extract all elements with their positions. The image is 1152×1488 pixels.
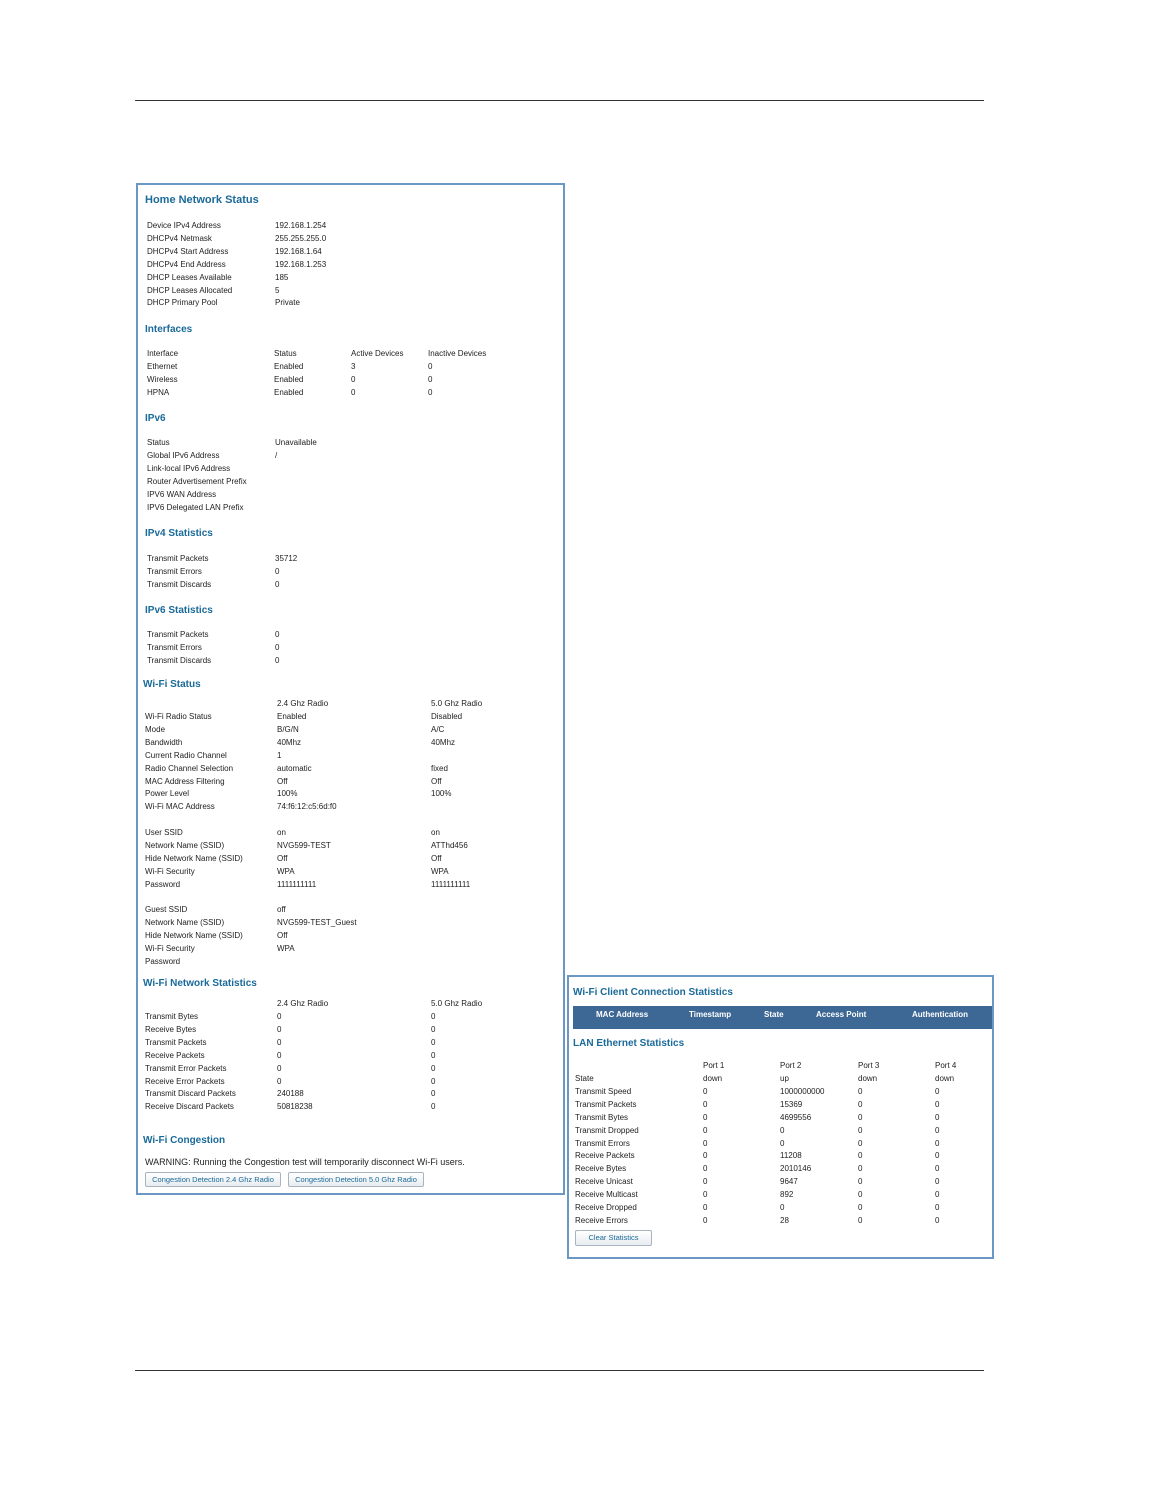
wifi-net-stats-label: Transmit Packets <box>145 1037 207 1047</box>
wifi-net-stats-value-24: 0 <box>277 1063 282 1073</box>
wifi-status-label: Hide Network Name (SSID) <box>145 930 243 940</box>
wifi-status-value-24: NVG599-TEST <box>277 840 331 850</box>
lan-row-label: Transmit Dropped <box>575 1125 639 1135</box>
congestion-detection-24-button[interactable]: Congestion Detection 2.4 Ghz Radio <box>145 1172 281 1187</box>
wifi-status-label: Password <box>145 879 181 889</box>
wifi-status-value-50: ATThd456 <box>431 840 468 850</box>
wifi-status-value-24: automatic <box>277 763 312 773</box>
ipv6-row-label: Router Advertisement Prefix <box>147 476 247 486</box>
wifi-status-label: Network Name (SSID) <box>145 917 225 927</box>
wifi-status-value-24: 74:f6:12:c5:6d:f0 <box>277 802 337 812</box>
header-authentication: Authentication <box>912 1010 968 1019</box>
lan-cell: 0 <box>858 1112 863 1122</box>
lan-cell: 0 <box>935 1112 940 1122</box>
wifi-status-label: Wi-Fi Radio Status <box>145 712 212 721</box>
lan-row-label: Transmit Bytes <box>575 1112 629 1122</box>
interfaces-cell: 3 <box>351 362 356 371</box>
lan-row-label: State <box>575 1074 594 1083</box>
lan-port-header: Port 2 <box>780 1061 802 1070</box>
wifi-status-value-24: 40Mhz <box>277 737 302 747</box>
wifi-congestion-title: Wi-Fi Congestion <box>143 1135 226 1146</box>
wifi-status-value-24: off <box>277 905 286 914</box>
lan-cell: 0 <box>703 1190 708 1200</box>
lan-cell: 0 <box>703 1125 708 1135</box>
interfaces-cell: 0 <box>428 387 433 397</box>
wifi-status-value-24: on <box>277 828 286 837</box>
lan-row-label: Receive Errors <box>575 1215 628 1225</box>
wifi-net-stats-value-24: 0 <box>277 1024 282 1034</box>
interfaces-header: Active Devices <box>351 349 404 358</box>
ipv6-row-label: IPV6 WAN Address <box>147 489 217 499</box>
wifi-status-label: User SSID <box>145 828 183 837</box>
interfaces-cell: 0 <box>428 362 433 371</box>
wifi-status-value-24: Off <box>277 930 288 940</box>
ipv6-stat-label: Transmit Packets <box>147 630 209 639</box>
lan-cell: 0 <box>780 1125 785 1135</box>
interfaces-title: Interfaces <box>145 324 193 335</box>
lan-cell: 0 <box>858 1086 863 1096</box>
wifi-status-label: MAC Address Filtering <box>145 776 225 786</box>
lan-row-label: Receive Packets <box>575 1151 635 1161</box>
lan-cell: 1000000000 <box>780 1086 825 1096</box>
wifi-status-label: Mode <box>145 724 166 734</box>
lan-cell: 0 <box>703 1215 708 1225</box>
wifi-net-stats-value-50: 0 <box>431 1089 436 1099</box>
wifi-status-value-24: 1 <box>277 750 282 760</box>
wifi-net-stats-label: Transmit Bytes <box>145 1012 199 1021</box>
wifi-status-label: Radio Channel Selection <box>145 763 234 773</box>
network-row-value: 185 <box>275 272 289 282</box>
lan-cell: 0 <box>935 1215 940 1225</box>
lan-row-label: Transmit Speed <box>575 1086 632 1096</box>
wifi-status-value-50: 100% <box>431 789 452 799</box>
lan-cell: 0 <box>858 1151 863 1161</box>
wifi-status-label: Power Level <box>145 789 190 799</box>
wifi-net-stats-value-24: 240188 <box>277 1089 304 1099</box>
interfaces-cell: 0 <box>351 374 356 384</box>
lan-cell: 0 <box>935 1099 940 1109</box>
network-row-value: 192.168.1.253 <box>275 259 327 269</box>
ipv6-stat-value: 0 <box>275 642 280 652</box>
lan-cell: 0 <box>703 1138 708 1148</box>
wifi-status-value-50: on <box>431 828 440 837</box>
top-rule <box>135 100 984 101</box>
lan-row-label: Receive Bytes <box>575 1164 627 1174</box>
wifi-status-label: Hide Network Name (SSID) <box>145 853 243 863</box>
interfaces-cell: Enabled <box>274 374 304 384</box>
home-network-status-panel <box>136 183 565 1195</box>
network-row-label: DHCPv4 End Address <box>147 259 226 269</box>
lan-port-header: Port 1 <box>703 1061 725 1070</box>
lan-cell: 0 <box>703 1151 708 1161</box>
congestion-detection-50-button[interactable]: Congestion Detection 5.0 Ghz Radio <box>288 1172 424 1187</box>
ipv4-stat-value: 0 <box>275 566 280 576</box>
ipv6-statistics-title: IPv6 Statistics <box>145 605 213 616</box>
wifi-net-stats-value-24: 0 <box>277 1012 282 1021</box>
lan-cell: 0 <box>703 1177 708 1187</box>
interfaces-header: Inactive Devices <box>428 349 487 358</box>
lan-cell: 0 <box>858 1190 863 1200</box>
wifi-status-label: Network Name (SSID) <box>145 840 225 850</box>
wifi-net-stats-header-50: 5.0 Ghz Radio <box>431 999 483 1008</box>
congestion-warning: WARNING: Running the Congestion test will temporarily disconnect Wi-Fi users. <box>145 1157 465 1167</box>
wifi-net-stats-value-50: 0 <box>431 1063 436 1073</box>
wifi-status-value-24: 1111111111 <box>277 879 317 889</box>
wifi-status-value-50: Off <box>431 776 442 786</box>
lan-cell: 0 <box>935 1086 940 1096</box>
ipv6-row-label: IPV6 Delegated LAN Prefix <box>147 502 244 512</box>
ipv6-row-label: Link-local IPv6 Address <box>147 463 231 473</box>
wifi-status-label: Guest SSID <box>145 905 188 914</box>
lan-port-header: Port 3 <box>858 1061 880 1070</box>
lan-row-label: Receive Dropped <box>575 1203 637 1212</box>
lan-cell: 0 <box>935 1125 940 1135</box>
wifi-status-value-50: A/C <box>431 724 445 734</box>
lan-port-header: Port 4 <box>935 1061 957 1070</box>
interfaces-header: Interface <box>147 349 179 358</box>
lan-cell: 0 <box>703 1164 708 1174</box>
network-row-value: 255.255.255.0 <box>275 233 327 243</box>
ipv6-row-label: Status <box>147 438 170 447</box>
network-row-value: 192.168.1.254 <box>275 221 327 230</box>
wifi-status-value-24: 100% <box>277 789 298 799</box>
wifi-net-stats-value-24: 0 <box>277 1076 282 1086</box>
interfaces-cell: HPNA <box>147 387 170 397</box>
lan-cell: 15369 <box>780 1099 803 1109</box>
network-row-label: Device IPv4 Address <box>147 221 221 230</box>
wifi-net-stats-label: Receive Packets <box>145 1050 205 1060</box>
network-row-label: DHCP Primary Pool <box>147 298 218 308</box>
wifi-status-value-24: WPA <box>277 866 295 876</box>
network-row-value: Private <box>275 298 300 308</box>
wifi-status-label: Current Radio Channel <box>145 750 227 760</box>
lan-ethernet-statistics-title: LAN Ethernet Statistics <box>573 1038 685 1049</box>
wifi-net-stats-header-24: 2.4 Ghz Radio <box>277 999 329 1008</box>
lan-cell: 0 <box>858 1203 863 1212</box>
lan-cell: 0 <box>935 1203 940 1212</box>
interfaces-cell: Ethernet <box>147 362 178 371</box>
home-network-status-title: Home Network Status <box>145 194 259 206</box>
wifi-status-label: Bandwidth <box>145 737 183 747</box>
wifi-net-stats-value-24: 50818238 <box>277 1102 313 1112</box>
lan-cell: 0 <box>935 1151 940 1161</box>
lan-cell: 0 <box>703 1099 708 1109</box>
ipv6-title: IPv6 <box>145 413 166 424</box>
lan-cell: 0 <box>858 1177 863 1187</box>
lan-cell: 0 <box>703 1112 708 1122</box>
lan-cell: down <box>858 1074 878 1083</box>
ipv4-stat-label: Transmit Errors <box>147 566 202 576</box>
ipv4-stat-value: 35712 <box>275 554 298 563</box>
wifi-status-header-24: 2.4 Ghz Radio <box>277 699 329 708</box>
ipv4-stat-label: Transmit Discards <box>147 579 212 589</box>
lan-cell: down <box>935 1074 955 1083</box>
header-access-point: Access Point <box>816 1010 867 1019</box>
header-state: State <box>764 1010 784 1019</box>
wifi-status-title: Wi-Fi Status <box>143 679 201 690</box>
wifi-net-stats-label: Transmit Discard Packets <box>145 1089 236 1099</box>
wifi-status-value-24: Off <box>277 853 288 863</box>
lan-row-label: Receive Multicast <box>575 1190 638 1200</box>
header-mac-address: MAC Address <box>596 1010 649 1019</box>
lan-cell: 28 <box>780 1215 789 1225</box>
wifi-net-stats-value-50: 0 <box>431 1076 436 1086</box>
network-row-value: 192.168.1.64 <box>275 246 322 256</box>
wifi-net-stats-value-50: 0 <box>431 1102 436 1112</box>
lan-cell: 0 <box>935 1164 940 1174</box>
lan-cell: up <box>780 1074 789 1083</box>
wifi-status-value-50: fixed <box>431 763 448 773</box>
wifi-status-label: Wi-Fi Security <box>145 866 195 876</box>
wifi-net-stats-label: Receive Discard Packets <box>145 1102 234 1112</box>
ipv6-row-value: / <box>275 450 278 460</box>
bottom-rule <box>135 1370 984 1371</box>
interfaces-header: Status <box>274 349 297 358</box>
wifi-status-header-50: 5.0 Ghz Radio <box>431 699 483 708</box>
ipv6-row-value: Unavailable <box>275 438 317 447</box>
wifi-status-value-24: Off <box>277 776 288 786</box>
interfaces-cell: Wireless <box>147 374 178 384</box>
ipv6-stat-label: Transmit Discards <box>147 655 212 665</box>
lan-cell: 0 <box>703 1203 708 1212</box>
wifi-status-value-50: 40Mhz <box>431 737 456 747</box>
wifi-net-stats-value-50: 0 <box>431 1012 436 1021</box>
lan-cell: 0 <box>858 1125 863 1135</box>
wifi-status-value-24: NVG599-TEST_Guest <box>277 917 357 927</box>
lan-cell: 892 <box>780 1190 794 1200</box>
lan-cell: 0 <box>935 1190 940 1200</box>
wifi-net-stats-label: Transmit Error Packets <box>145 1063 227 1073</box>
wifi-client-connection-title: Wi-Fi Client Connection Statistics <box>573 987 733 998</box>
wifi-net-stats-value-24: 0 <box>277 1037 282 1047</box>
wifi-net-stats-value-24: 0 <box>277 1050 282 1060</box>
wifi-status-value-50: WPA <box>431 866 449 876</box>
wifi-status-label: Wi-Fi MAC Address <box>145 802 215 812</box>
lan-cell: 0 <box>858 1164 863 1174</box>
interfaces-cell: 0 <box>351 387 356 397</box>
ipv6-stat-label: Transmit Errors <box>147 642 202 652</box>
wifi-net-stats-label: Receive Bytes <box>145 1024 197 1034</box>
client-lan-statistics-panel <box>567 975 994 1259</box>
wifi-net-stats-label: Receive Error Packets <box>145 1076 225 1086</box>
ipv4-stat-label: Transmit Packets <box>147 554 209 563</box>
network-row-label: DHCP Leases Allocated <box>147 285 233 295</box>
ipv6-stat-value: 0 <box>275 655 280 665</box>
lan-cell: down <box>703 1074 723 1083</box>
network-row-label: DHCPv4 Netmask <box>147 233 212 243</box>
clear-statistics-button[interactable]: Clear Statistics <box>575 1230 652 1246</box>
header-timestamp: Timestamp <box>689 1010 732 1019</box>
interfaces-cell: 0 <box>428 374 433 384</box>
ipv4-statistics-title: IPv4 Statistics <box>145 528 213 539</box>
lan-cell: 0 <box>780 1138 785 1148</box>
lan-cell: 0 <box>703 1086 708 1096</box>
wifi-net-stats-value-50: 0 <box>431 1024 436 1034</box>
wifi-status-label: Password <box>145 956 181 966</box>
wifi-net-stats-value-50: 0 <box>431 1037 436 1047</box>
wifi-status-value-50: Disabled <box>431 712 463 721</box>
interfaces-cell: Enabled <box>274 387 304 397</box>
client-table-header <box>573 1006 992 1029</box>
lan-row-label: Transmit Packets <box>575 1099 637 1109</box>
wifi-status-value-50: 1111111111 <box>431 879 471 889</box>
lan-cell: 9647 <box>780 1177 798 1187</box>
lan-cell: 0 <box>858 1138 863 1148</box>
lan-cell: 0 <box>935 1138 940 1148</box>
lan-row-label: Receive Unicast <box>575 1177 633 1187</box>
network-row-label: DHCPv4 Start Address <box>147 246 229 256</box>
lan-row-label: Transmit Errors <box>575 1138 630 1148</box>
wifi-net-stats-value-50: 0 <box>431 1050 436 1060</box>
lan-cell: 4699556 <box>780 1112 812 1122</box>
wifi-status-value-24: WPA <box>277 943 295 953</box>
wifi-status-value-24: Enabled <box>277 712 307 721</box>
lan-cell: 0 <box>780 1203 785 1212</box>
wifi-status-label: Wi-Fi Security <box>145 943 195 953</box>
wifi-network-statistics-title: Wi-Fi Network Statistics <box>143 978 257 989</box>
ipv6-row-label: Global IPv6 Address <box>147 450 220 460</box>
lan-cell: 0 <box>935 1177 940 1187</box>
wifi-status-value-50: Off <box>431 853 442 863</box>
interfaces-cell: Enabled <box>274 362 304 371</box>
ipv6-stat-value: 0 <box>275 630 280 639</box>
lan-cell: 2010146 <box>780 1164 812 1174</box>
network-row-label: DHCP Leases Available <box>147 272 232 282</box>
ipv4-stat-value: 0 <box>275 579 280 589</box>
wifi-status-value-24: B/G/N <box>277 724 299 734</box>
lan-cell: 11208 <box>780 1151 802 1161</box>
lan-cell: 0 <box>858 1099 863 1109</box>
network-row-value: 5 <box>275 285 280 295</box>
lan-cell: 0 <box>858 1215 863 1225</box>
